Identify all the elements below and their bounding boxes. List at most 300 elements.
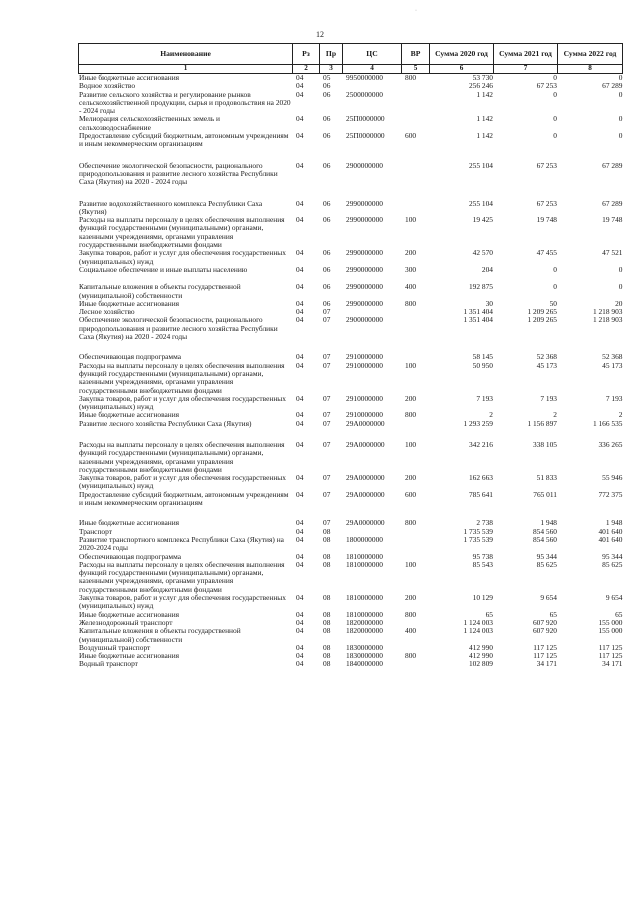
row-sum-2022: 9 654: [605, 593, 623, 603]
row-name: Закупка товаров, работ и услуг для обеспечения государственных (муниципальных) нужд: [79, 593, 286, 611]
row-vr: [402, 82, 430, 90]
row-rz: 04: [296, 593, 304, 603]
table-row: [79, 216, 623, 249]
row-sum-2022: 67 289: [602, 160, 623, 170]
row-pr: 08: [323, 609, 331, 619]
row-sum-2022: 52 368: [602, 352, 623, 362]
row-cs: 1820000000: [346, 626, 383, 636]
row-vr: 600: [405, 489, 417, 499]
row-rz: 04: [296, 551, 304, 561]
row-pr: 06: [323, 298, 331, 308]
row-sum-2022: 0: [618, 131, 623, 141]
row-name: Иные бюджетные ассигнования: [79, 651, 180, 661]
table-row: [79, 200, 623, 217]
table-row: [79, 283, 623, 300]
row-vr: 200: [405, 473, 417, 483]
table-row: [79, 536, 623, 553]
row-name: Водное хозяйство: [79, 81, 136, 91]
row-pr: 08: [323, 526, 331, 536]
row-sum-2020: 342 216: [468, 439, 493, 449]
table-row: [79, 316, 623, 353]
row-pr: 07: [323, 360, 331, 370]
row-name: Предоставление субсидий бюджетным, автономным учреждениям и иным некоммерческим организациям: [79, 489, 289, 508]
row-sum-2020: 255 104: [468, 198, 493, 208]
row-sum-2021: 1 209 265: [527, 315, 557, 325]
row-vr: [402, 660, 430, 668]
row-name: Расходы на выплаты персоналу в целях обеспечения выполнения функций государственными (муниципальными) органами, казенными учреждениями, органами управления государственными внебюджетными фондами: [79, 215, 285, 250]
row-vr: 800: [405, 73, 417, 82]
row-sum-2020: 7 193: [476, 393, 493, 403]
row-sum-2021: 45 173: [536, 360, 557, 370]
row-sum-2020: 162 663: [468, 473, 493, 483]
row-sum-2020: 1 124 003: [463, 617, 493, 627]
row-sum-2020: 1 293 259: [463, 418, 493, 428]
header-sum-2020: Сумма 2020 год: [430, 44, 494, 65]
row-sum-2020: 1 351 404: [463, 307, 493, 317]
row-cs: 2990000000: [346, 215, 383, 225]
row-name: Капитальные вложения в объекты государственной (муниципальной) собственности: [79, 626, 241, 644]
row-sum-2021: 338 105: [532, 439, 557, 449]
header-sum-2021: Сумма 2021 год: [494, 44, 558, 65]
row-cs: 2910000000: [346, 410, 383, 420]
row-name: Иные бюджетные ассигнования: [79, 73, 180, 82]
row-cs: 2990000000: [346, 248, 383, 258]
row-sum-2020: 1 142: [476, 131, 493, 141]
row-rz: 04: [296, 81, 304, 91]
row-name: Развитие лесного хозяйства Республики Саха (Якутия): [79, 418, 252, 428]
header-name: Наименование: [79, 44, 293, 65]
row-sum-2022: 1 948: [605, 518, 623, 528]
row-rz: 04: [296, 248, 304, 258]
row-sum-2021: 65: [549, 609, 557, 619]
row-sum-2021: 1 948: [540, 518, 557, 528]
row-rz: 04: [296, 534, 304, 544]
row-cs: 1810000000: [346, 593, 383, 603]
header-sum-2022: Сумма 2022 год: [558, 44, 623, 65]
row-vr: 200: [405, 593, 417, 603]
row-sum-2021: 85 625: [536, 559, 557, 569]
row-rz: 04: [296, 626, 304, 636]
row-pr: 07: [323, 418, 331, 428]
row-pr: 08: [323, 626, 331, 636]
row-cs: 1810000000: [346, 609, 383, 619]
row-sum-2020: 2: [489, 410, 493, 420]
row-name: Воздушный транспорт: [79, 642, 151, 652]
row-sum-2022: 772 375: [598, 489, 623, 499]
row-pr: 07: [323, 489, 331, 499]
row-sum-2020: 30: [485, 298, 493, 308]
row-rz: 04: [296, 489, 304, 499]
row-rz: 04: [296, 160, 304, 170]
scan-dot: ·: [415, 8, 417, 14]
row-pr: 06: [323, 131, 331, 141]
row-rz: 04: [296, 642, 304, 652]
row-cs: 25П0000000: [346, 131, 385, 141]
row-vr: 200: [405, 393, 417, 403]
row-name: Обеспечение экологической безопасности, рационального природопользования и развитие лесного хозяйства Республики Саха (Якутия) на 2020 - 2024 годы: [79, 315, 278, 342]
table-row: [79, 660, 623, 668]
row-name: Водный транспорт: [79, 659, 138, 669]
row-sum-2020: 1 142: [476, 114, 493, 124]
row-vr: [402, 115, 430, 132]
row-rz: 04: [296, 559, 304, 569]
row-sum-2020: 1 142: [476, 89, 493, 99]
row-sum-2020: 412 990: [468, 642, 493, 652]
row-pr: 08: [323, 559, 331, 569]
table-row: [79, 474, 623, 491]
row-name: Обеспечивающая подпрограмма: [79, 352, 182, 362]
row-sum-2021: 607 920: [532, 626, 557, 636]
row-rz: 04: [296, 114, 304, 124]
row-pr: 06: [323, 282, 331, 292]
row-sum-2021: 52 368: [536, 352, 557, 362]
row-sum-2021: 95 344: [536, 551, 557, 561]
table-row: [79, 362, 623, 395]
row-pr: 06: [323, 160, 331, 170]
row-sum-2021: 0: [553, 264, 557, 274]
row-sum-2020: 19 425: [472, 215, 493, 225]
row-sum-2020: 50 950: [472, 360, 493, 370]
row-sum-2021: 67 253: [536, 160, 557, 170]
row-pr: 06: [323, 114, 331, 124]
row-sum-2022: 117 125: [598, 651, 623, 661]
row-name: Обеспечивающая подпрограмма: [79, 551, 182, 561]
row-rz: 04: [296, 352, 304, 362]
row-pr: 06: [323, 215, 331, 225]
header-row: [79, 44, 623, 65]
row-pr: 07: [323, 352, 331, 362]
table-row: [79, 91, 623, 116]
row-sum-2021: 19 748: [536, 215, 557, 225]
row-cs: 1830000000: [346, 651, 383, 661]
row-sum-2021: 765 011: [533, 489, 557, 499]
table-row: [79, 491, 623, 520]
row-sum-2022: 401 640: [598, 526, 623, 536]
row-vr: 800: [405, 609, 417, 619]
row-vr: [402, 162, 430, 200]
row-vr: 100: [405, 360, 417, 370]
row-sum-2022: 34 171: [602, 659, 623, 669]
row-sum-2022: 67 289: [602, 198, 623, 208]
row-rz: 04: [296, 360, 304, 370]
row-name: Иные бюджетные ассигнования: [79, 298, 180, 308]
row-pr: 06: [323, 264, 331, 274]
row-sum-2021: 0: [553, 89, 557, 99]
row-sum-2021: 34 171: [536, 659, 557, 669]
row-sum-2020: 95 738: [472, 551, 493, 561]
row-cs: 25П0000000: [346, 114, 385, 124]
row-sum-2020: 256 246: [468, 81, 493, 91]
row-cs: 29А0000000: [346, 439, 385, 449]
row-sum-2021: 1 209 265: [527, 307, 557, 317]
row-rz: 04: [296, 298, 304, 308]
column-number: 7: [494, 65, 558, 74]
row-vr: 300: [405, 264, 417, 274]
row-name: Закупка товаров, работ и услуг для обеспечения государственных (муниципальных) нужд: [79, 393, 286, 412]
row-rz: 04: [296, 131, 304, 141]
table-row: [79, 627, 623, 644]
row-cs: 2900000000: [346, 160, 383, 170]
table-row: [79, 162, 623, 200]
table-row: [79, 115, 623, 132]
row-pr: 08: [323, 659, 331, 669]
row-sum-2020: 1 735 539: [463, 526, 493, 536]
row-name: Предоставление субсидий бюджетным, автономным учреждениям и иным некоммерческим организациям: [79, 131, 289, 149]
row-sum-2021: 117 125: [533, 642, 557, 652]
row-name: Транспорт: [79, 526, 112, 536]
row-cs: 2990000000: [346, 198, 383, 208]
row-sum-2021: 67 253: [536, 198, 557, 208]
row-sum-2022: 155 000: [598, 617, 623, 627]
row-cs: 1810000000: [346, 559, 383, 569]
row-rz: 04: [296, 609, 304, 619]
row-sum-2020: 42 570: [472, 248, 493, 258]
row-rz: 04: [296, 418, 304, 428]
row-sum-2021: 117 125: [533, 651, 557, 661]
row-rz: 04: [296, 473, 304, 483]
row-sum-2021: 0: [553, 131, 557, 141]
row-sum-2021: 0: [553, 114, 557, 124]
row-sum-2020: 204: [481, 264, 493, 274]
row-cs: 2990000000: [346, 264, 383, 274]
row-name: Расходы на выплаты персоналу в целях обеспечения выполнения функций государственными (муниципальными) органами, казенными учреждениями, органами управления государственными внебюджетными фондами: [79, 360, 285, 395]
column-number: 2: [293, 65, 320, 74]
column-number: 3: [320, 65, 343, 74]
row-sum-2022: 7 193: [605, 393, 623, 403]
row-vr: [402, 200, 430, 217]
row-sum-2021: 854 560: [532, 534, 557, 544]
row-sum-2022: 85 625: [602, 559, 623, 569]
row-vr: [402, 91, 430, 116]
row-name: Развитие водохозяйственного комплекса Республики Саха (Якутия): [79, 198, 263, 216]
row-rz: 04: [296, 282, 304, 292]
row-cs: 1820000000: [346, 617, 383, 627]
row-rz: 04: [296, 315, 304, 325]
row-cs: 1810000000: [346, 551, 383, 561]
row-rz: 04: [296, 264, 304, 274]
row-sum-2022: 1 218 903: [592, 315, 623, 325]
row-name: Расходы на выплаты персоналу в целях обеспечения выполнения функций государственными (муниципальными) органами, казенными учреждениями, органами управления государственными внебюджетными фондами: [79, 439, 285, 474]
row-sum-2020: 255 104: [468, 160, 493, 170]
row-pr: 08: [323, 534, 331, 544]
row-cs: 1830000000: [346, 642, 383, 652]
row-vr: 400: [405, 282, 417, 292]
column-number: 1: [79, 65, 293, 74]
row-sum-2022: 336 265: [598, 439, 623, 449]
row-sum-2021: 67 253: [536, 81, 557, 91]
row-rz: 04: [296, 393, 304, 403]
row-vr: [402, 316, 430, 353]
row-vr: 100: [405, 439, 417, 449]
row-rz: 04: [296, 89, 304, 99]
row-sum-2020: 1 351 404: [463, 315, 493, 325]
row-pr: 08: [323, 617, 331, 627]
row-sum-2022: 1 218 903: [592, 307, 623, 317]
row-rz: 04: [296, 410, 304, 420]
row-sum-2022: 155 000: [598, 626, 623, 636]
row-pr: 05: [323, 73, 331, 82]
row-sum-2022: 45 173: [602, 360, 623, 370]
row-vr: 800: [405, 410, 417, 420]
row-vr: 600: [405, 131, 417, 141]
table-row: [79, 441, 623, 474]
row-pr: 06: [323, 248, 331, 258]
row-cs: 2910000000: [346, 360, 383, 370]
row-sum-2020: 1 124 003: [463, 626, 493, 636]
row-rz: 04: [296, 617, 304, 627]
row-name: Мелиорация сельскохозяйственных земель и сельхозводоснабжение: [79, 114, 220, 132]
row-cs: 1840000000: [346, 659, 383, 669]
row-rz: 04: [296, 198, 304, 208]
row-cs: 29А0000000: [346, 418, 385, 428]
row-rz: 04: [296, 526, 304, 536]
row-vr: [402, 536, 430, 553]
row-pr: 06: [323, 81, 331, 91]
row-name: Закупка товаров, работ и услуг для обеспечения государственных (муниципальных) нужд: [79, 473, 286, 491]
column-number: 6: [430, 65, 494, 74]
row-sum-2022: 65: [615, 609, 623, 619]
row-vr: [402, 308, 430, 316]
row-sum-2020: 65: [485, 609, 493, 619]
row-sum-2021: 0: [553, 73, 557, 82]
row-sum-2020: 412 990: [468, 651, 493, 661]
row-cs: 2990000000: [346, 282, 383, 292]
header-rz: Рз: [293, 44, 320, 65]
row-name: Капитальные вложения в объекты государственной (муниципальной) собственности: [79, 282, 241, 300]
table-body: [79, 74, 623, 669]
table-row: [79, 395, 623, 412]
row-cs: 29А0000000: [346, 518, 385, 528]
row-sum-2021: 1 156 897: [527, 418, 557, 428]
row-sum-2021: 47 455: [536, 248, 557, 258]
row-vr: [402, 528, 430, 536]
row-sum-2022: 20: [615, 298, 623, 308]
row-vr: 800: [405, 518, 417, 528]
row-pr: 06: [323, 89, 331, 99]
row-sum-2022: 47 521: [602, 248, 623, 258]
row-pr: 08: [323, 651, 331, 661]
table-row: [79, 561, 623, 594]
row-sum-2021: 9 654: [540, 593, 557, 603]
budget-table: [78, 43, 623, 669]
row-name: Развитие сельского хозяйства и регулирование рынков сельскохозяйственной продукции, сырья и продовольствия на 2020 - 2024 годы: [79, 89, 291, 116]
row-sum-2020: 1 735 539: [463, 534, 493, 544]
row-sum-2021: 854 560: [532, 526, 557, 536]
column-number: 5: [402, 65, 430, 74]
row-sum-2020: 2 738: [476, 518, 493, 528]
row-name: Обеспечение экологической безопасности, рационального природопользования и развитие лесного хозяйства Республики Саха (Якутия) на 2020 - 2024 годы: [79, 160, 278, 187]
table-row: [79, 249, 623, 266]
row-vr: 800: [405, 298, 417, 308]
row-sum-2022: 0: [618, 73, 623, 82]
row-sum-2022: 0: [618, 89, 623, 99]
row-name: Иные бюджетные ассигнования: [79, 609, 180, 619]
row-sum-2021: 2: [553, 410, 557, 420]
row-name: Социальное обеспечение и иные выплаты населению: [79, 264, 248, 274]
row-sum-2021: 7 193: [540, 393, 557, 403]
row-sum-2020: 102 809: [468, 659, 493, 669]
row-name: Железнодорожный транспорт: [79, 617, 173, 627]
row-cs: 2900000000: [346, 315, 383, 325]
row-rz: 04: [296, 659, 304, 669]
row-sum-2020: 10 129: [472, 593, 493, 603]
column-number: 8: [558, 65, 623, 74]
row-rz: 04: [296, 73, 304, 82]
row-pr: 07: [323, 307, 331, 317]
row-name: Расходы на выплаты персоналу в целях обеспечения выполнения функций государственными (муниципальными) органами, казенными учреждениями, органами управления государственными внебюджетными фондами: [79, 559, 285, 594]
row-cs: 29А0000000: [346, 473, 385, 483]
row-pr: 06: [323, 198, 331, 208]
row-vr: 800: [405, 651, 417, 661]
row-sum-2022: 117 125: [598, 642, 623, 652]
row-name: Иные бюджетные ассигнования: [79, 410, 180, 420]
row-sum-2022: 0: [618, 264, 623, 274]
page-number: 12: [316, 30, 324, 39]
row-pr: 07: [323, 315, 331, 325]
table-row: [79, 420, 623, 441]
header-pr: Пр: [320, 44, 343, 65]
row-pr: 08: [323, 551, 331, 561]
row-sum-2022: 401 640: [598, 534, 623, 544]
row-vr: 100: [405, 215, 417, 225]
row-sum-2020: 785 641: [468, 489, 493, 499]
header-cs: ЦС: [343, 44, 402, 65]
row-pr: 08: [323, 642, 331, 652]
row-sum-2020: 85 543: [472, 559, 493, 569]
row-sum-2022: 0: [618, 114, 623, 124]
row-cs: 9950000000: [346, 73, 383, 82]
row-sum-2021: 0: [553, 282, 557, 292]
row-cs: 29А0000000: [346, 489, 385, 499]
header-vr: ВР: [402, 44, 430, 65]
row-sum-2020: 58 145: [472, 352, 493, 362]
row-rz: 04: [296, 651, 304, 661]
row-pr: 07: [323, 439, 331, 449]
row-sum-2022: 67 289: [602, 81, 623, 91]
table-row: [79, 266, 623, 283]
row-vr: 400: [405, 626, 417, 636]
row-sum-2022: 19 748: [602, 215, 623, 225]
row-cs: 1800000000: [346, 534, 383, 544]
row-cs: 2500000000: [346, 89, 383, 99]
row-rz: 04: [296, 518, 304, 528]
row-pr: 07: [323, 393, 331, 403]
row-cs: 2910000000: [346, 393, 383, 403]
row-vr: 100: [405, 559, 417, 569]
row-name: Закупка товаров, работ и услуг для обеспечения государственных (муниципальных) нужд: [79, 248, 286, 266]
column-number: 4: [343, 65, 402, 74]
row-sum-2020: 53 730: [472, 73, 493, 82]
row-sum-2022: 95 344: [602, 551, 623, 561]
row-sum-2020: 192 875: [468, 282, 493, 292]
row-sum-2022: 55 946: [602, 473, 623, 483]
row-vr: [402, 420, 430, 441]
row-rz: 04: [296, 307, 304, 317]
row-pr: 07: [323, 473, 331, 483]
row-name: Развитие транспортного комплекса Республики Саха (Якутия) на 2020-2024 годы: [79, 534, 284, 553]
row-sum-2022: 1 166 535: [592, 418, 623, 428]
table-row: [79, 132, 623, 162]
row-sum-2022: 0: [618, 282, 623, 292]
row-vr: 200: [405, 248, 417, 258]
row-pr: 08: [323, 593, 331, 603]
row-sum-2021: 51 833: [536, 473, 557, 483]
row-sum-2021: 607 920: [532, 617, 557, 627]
row-rz: 04: [296, 215, 304, 225]
row-pr: 07: [323, 410, 331, 420]
row-cs: 2910000000: [346, 352, 383, 362]
row-name: Лесное хозяйство: [79, 307, 135, 317]
